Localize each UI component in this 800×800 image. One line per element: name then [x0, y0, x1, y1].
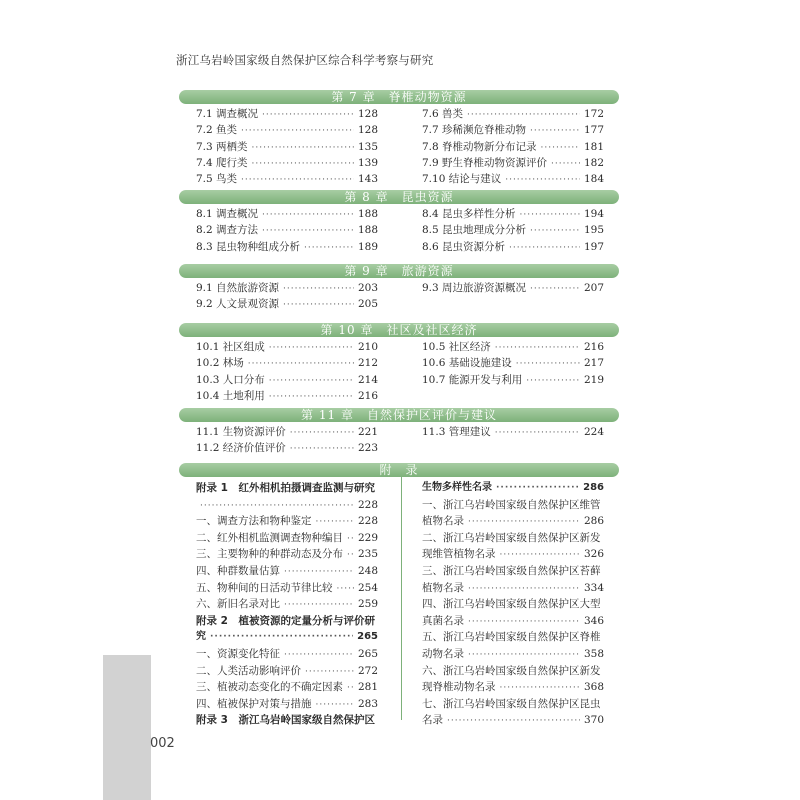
toc-entry[interactable] — [196, 440, 378, 456]
toc-entry-label: 7.4 爬行类 — [196, 156, 248, 169]
toc-leader-dots — [305, 664, 354, 680]
toc-entry[interactable] — [196, 663, 378, 679]
toc-entry-label: 9.2 人文景观资源 — [196, 298, 280, 311]
toc-entry-label: 动物名录 — [422, 648, 464, 660]
toc-leader-dots — [290, 425, 354, 441]
toc-entry-label: 11.2 经济价值评价 — [196, 442, 286, 455]
toc-entry[interactable] — [422, 280, 604, 296]
toc-entry[interactable] — [422, 646, 604, 662]
toc-entry-label: 8.4 昆虫多样性分析 — [422, 208, 516, 220]
toc-entry-page: 219 — [583, 373, 604, 386]
toc-entry[interactable] — [196, 424, 378, 440]
toc-entry[interactable] — [196, 580, 378, 596]
toc-entry-label: 六、新旧名录对比 — [196, 598, 280, 611]
toc-leader-dots — [252, 156, 354, 172]
toc-entry-text: 二、浙江乌岩岭国家级自然保护区新发 — [422, 531, 601, 544]
toc-entry[interactable] — [422, 613, 604, 629]
toc-leader-dots — [347, 680, 354, 696]
toc-entry-page: 128 — [357, 124, 378, 137]
toc-entry-label: 四、种群数量估算 — [196, 565, 280, 577]
toc-entry-text: 六、浙江乌岩岭国家级自然保护区新发 — [422, 664, 601, 677]
toc-leader-dots — [316, 514, 354, 530]
toc-leader-dots — [516, 356, 580, 372]
toc-entry-label: 10.7 能源开发与利用 — [422, 373, 523, 386]
toc-entry-label: 植物名录 — [422, 515, 464, 528]
toc-entry[interactable] — [196, 372, 378, 388]
toc-entry[interactable] — [196, 171, 378, 187]
toc-entry-page: 224 — [583, 426, 604, 438]
running-header: 浙江乌岩岭国家级自然保护区综合科学考察与研究 — [176, 53, 434, 67]
toc-entry-page: 370 — [583, 714, 604, 727]
toc-entry-label: 7.6 兽类 — [422, 108, 464, 120]
toc-leader-dots — [269, 389, 354, 405]
toc-entry-page: 128 — [357, 108, 378, 120]
toc-entry-label: 真菌名录 — [422, 614, 464, 627]
toc-entry[interactable] — [422, 580, 604, 596]
toc-entry[interactable] — [196, 646, 378, 662]
toc-leader-dots — [241, 123, 354, 139]
toc-entry-page: 286 — [583, 515, 604, 528]
toc-entry-page: 143 — [357, 173, 378, 186]
toc-entry-label: 五、物种间的日活动节律比较 — [196, 581, 333, 594]
toc-leader-dots — [283, 297, 354, 313]
toc-entry-label: 10.2 林场 — [196, 357, 244, 370]
toc-entry-page: 229 — [357, 531, 378, 544]
toc-leader-dots — [290, 441, 354, 457]
toc-entry-label: 四、植被保护对策与措施 — [196, 697, 312, 710]
toc-leader-dots — [241, 172, 354, 188]
toc-leader-dots — [283, 281, 354, 297]
toc-entry[interactable] — [196, 530, 378, 546]
toc-entry[interactable] — [422, 424, 604, 440]
toc-entry[interactable] — [422, 106, 604, 122]
toc-leader-dots — [468, 614, 580, 630]
toc-entry-page: 205 — [357, 298, 378, 311]
page-edge-tab — [103, 655, 151, 800]
toc-entry-label: 二、人类活动影响评价 — [196, 664, 301, 677]
column-divider — [401, 477, 402, 720]
toc-leader-dots — [284, 647, 354, 663]
toc-leader-dots — [530, 223, 580, 239]
toc-entry-label: 10.5 社区经济 — [422, 341, 491, 353]
toc-entry-label: 三、植被动态变化的不确定因素 — [196, 681, 343, 694]
toc-entry-page: 217 — [583, 357, 604, 370]
toc-leader-dots — [347, 547, 354, 563]
toc-entry-text: 一、浙江乌岩岭国家级自然保护区维管 — [422, 498, 601, 511]
toc-entry-label: 10.4 土地利用 — [196, 389, 265, 402]
toc-leader-dots — [468, 647, 580, 663]
toc-entry-label: 名录 — [422, 714, 443, 727]
toc-entry[interactable] — [422, 372, 604, 388]
toc-entry-page: 216 — [583, 341, 604, 353]
toc-leader-dots — [551, 156, 580, 172]
toc-leader-dots — [248, 356, 354, 372]
toc-entry[interactable] — [422, 239, 604, 255]
toc-entry[interactable] — [196, 222, 378, 238]
toc-entry[interactable] — [196, 122, 378, 138]
toc-leader-dots — [495, 425, 580, 441]
toc-entry[interactable] — [196, 388, 378, 404]
toc-entry-label: 7.3 两栖类 — [196, 140, 248, 153]
toc-entry-page: 286 — [583, 482, 604, 493]
toc-entry-page: 281 — [357, 681, 378, 694]
toc-entry-label: 11.1 生物资源评价 — [196, 426, 286, 438]
toc-entry-label: 9.3 周边旅游资源概况 — [422, 282, 527, 294]
toc-entry-page: 189 — [357, 240, 378, 253]
toc-entry-page: 223 — [357, 442, 378, 455]
toc-entry-label: 究 — [196, 631, 206, 643]
toc-leader-dots — [468, 581, 580, 597]
toc-entry[interactable] — [422, 122, 604, 138]
toc-leader-dots — [262, 207, 354, 223]
toc-entry[interactable] — [422, 480, 604, 496]
appendix-heading: 附录 1 红外相机拍摄调查监测与研究 — [196, 482, 375, 494]
toc-entry-label: 10.3 人口分布 — [196, 373, 265, 386]
toc-entry[interactable] — [422, 222, 604, 238]
chapter-heading-bar: 第 11 章 自然保护区评价与建议 — [179, 408, 619, 422]
toc-entry-label: 7.2 鱼类 — [196, 124, 238, 137]
toc-leader-dots — [347, 531, 354, 547]
toc-entry[interactable] — [422, 712, 604, 728]
toc-entry-label: 8.5 昆虫地理成分分析 — [422, 224, 527, 237]
toc-leader-dots — [447, 713, 580, 729]
toc-entry-page: 228 — [357, 515, 378, 528]
toc-entry-text: 七、浙江乌岩岭国家级自然保护区昆虫 — [422, 697, 601, 710]
toc-leader-dots — [520, 207, 580, 223]
toc-entry[interactable] — [422, 546, 604, 562]
toc-leader-dots — [468, 514, 580, 530]
toc-entry-page: 248 — [357, 565, 378, 577]
toc-entry-page: 334 — [583, 581, 604, 594]
toc-entry-text: 四、浙江乌岩岭国家级自然保护区大型 — [422, 598, 601, 611]
appendix-heading: 附录 3 浙江乌岩岭国家级自然保护区 — [196, 714, 375, 727]
toc-leader-dots — [467, 107, 580, 123]
toc-entry-page: 368 — [583, 681, 604, 694]
toc-entry[interactable] — [196, 513, 378, 529]
toc-entry[interactable] — [196, 106, 378, 122]
toc-leader-dots — [210, 629, 353, 645]
toc-leader-dots — [495, 340, 580, 356]
toc-leader-dots — [530, 123, 580, 139]
toc-entry[interactable] — [196, 280, 378, 296]
toc-entry-label: 生物多样性名录 — [422, 482, 492, 493]
toc-entry-page: 194 — [583, 208, 604, 220]
toc-entry-label: 一、调查方法和物种鉴定 — [196, 515, 312, 528]
toc-entry-label: 三、主要物种的种群动态及分布 — [196, 548, 343, 561]
toc-entry-page: 254 — [357, 581, 378, 594]
toc-entry-label: 二、红外相机监测调查物种编目 — [196, 531, 343, 544]
toc-entry[interactable] — [196, 339, 378, 355]
toc-entry-page: 235 — [357, 548, 378, 561]
toc-entry-page: 272 — [357, 664, 378, 677]
toc-entry[interactable] — [422, 206, 604, 222]
toc-leader-dots — [509, 240, 580, 256]
toc-entry-page: 172 — [583, 108, 604, 120]
toc-entry-page: 207 — [583, 282, 604, 294]
toc-entry[interactable] — [196, 563, 378, 579]
toc-leader-dots — [262, 107, 354, 123]
chapter-heading-bar: 第 7 章 脊椎动物资源 — [179, 90, 619, 104]
toc-entry[interactable] — [196, 296, 378, 312]
toc-leader-dots — [262, 223, 354, 239]
toc-entry-label: 7.10 结论与建议 — [422, 173, 502, 186]
toc-entry[interactable] — [422, 679, 604, 695]
toc-entry-page: 265 — [357, 631, 378, 643]
toc-entry-page: 139 — [357, 156, 378, 169]
toc-entry-page: 214 — [357, 373, 378, 386]
toc-entry[interactable] — [196, 497, 378, 513]
toc-entry-page: 195 — [583, 224, 604, 237]
toc-entry-label: 现维管植物名录 — [422, 548, 496, 561]
toc-entry-page: 221 — [357, 426, 378, 438]
toc-leader-dots — [526, 373, 580, 389]
toc-entry-page: 283 — [357, 697, 378, 710]
toc-entry-page: 182 — [583, 156, 604, 169]
toc-leader-dots — [284, 597, 354, 613]
toc-entry-label: 植物名录 — [422, 581, 464, 594]
toc-entry-label: 7.9 野生脊椎动物资源评价 — [422, 156, 548, 169]
toc-leader-dots — [500, 547, 580, 563]
toc-entry[interactable] — [196, 629, 378, 645]
toc-entry-label: 7.8 脊椎动物新分布记录 — [422, 140, 537, 153]
chapter-heading-bar: 第 8 章 昆虫资源 — [179, 190, 619, 204]
toc-entry-label: 10.6 基础设施建设 — [422, 357, 512, 370]
toc-leader-dots — [269, 340, 354, 356]
toc-entry-label: 现脊椎动物名录 — [422, 681, 496, 694]
toc-leader-dots — [316, 697, 354, 713]
page-number: 002 — [150, 736, 175, 751]
toc-entry[interactable] — [422, 513, 604, 529]
toc-entry[interactable] — [196, 355, 378, 371]
toc-entry-label: 9.1 自然旅游资源 — [196, 282, 280, 294]
toc-entry-page: 188 — [357, 224, 378, 237]
toc-leader-dots — [269, 373, 354, 389]
toc-entry-page: 346 — [583, 614, 604, 627]
toc-entry-page: 326 — [583, 548, 604, 561]
toc-entry-label: 7.7 珍稀濒危脊椎动物 — [422, 124, 527, 137]
toc-leader-dots — [541, 140, 580, 156]
toc-entry-page: 184 — [583, 173, 604, 186]
toc-entry-page: 228 — [357, 498, 378, 511]
toc-entry[interactable] — [196, 239, 378, 255]
toc-entry[interactable] — [196, 155, 378, 171]
toc-entry[interactable] — [422, 139, 604, 155]
toc-entry-page: 210 — [357, 341, 378, 353]
toc-entry-label: 8.3 昆虫物种组成分析 — [196, 240, 301, 253]
toc-entry-page: 203 — [357, 282, 378, 294]
toc-entry-text: 五、浙江乌岩岭国家级自然保护区脊椎 — [422, 631, 601, 644]
toc-entry[interactable] — [422, 171, 604, 187]
toc-entry-page: 216 — [357, 389, 378, 402]
toc-entry[interactable] — [422, 155, 604, 171]
toc-entry-page: 358 — [583, 648, 604, 660]
toc-entry-label: 10.1 社区组成 — [196, 341, 265, 353]
toc-leader-dots — [530, 281, 580, 297]
toc-leader-dots — [284, 564, 354, 580]
toc-entry-page: 212 — [357, 357, 378, 370]
toc-leader-dots — [337, 581, 354, 597]
toc-entry[interactable] — [196, 206, 378, 222]
toc-entry-page: 197 — [583, 240, 604, 253]
toc-entry[interactable] — [196, 596, 378, 612]
toc-entry-label: 8.6 昆虫资源分析 — [422, 240, 506, 253]
toc-entry-label: 11.3 管理建议 — [422, 426, 491, 438]
toc-leader-dots — [304, 240, 354, 256]
toc-entry-page: 265 — [357, 648, 378, 660]
toc-entry-label: 一、资源变化特征 — [196, 648, 280, 660]
toc-entry[interactable] — [196, 546, 378, 562]
appendix-heading: 附录 2 植被资源的定量分析与评价研 — [196, 614, 375, 627]
toc-entry-label: 7.5 鸟类 — [196, 173, 238, 186]
toc-entry[interactable] — [196, 679, 378, 695]
toc-entry[interactable] — [422, 339, 604, 355]
toc-leader-dots — [200, 498, 354, 514]
toc-entry-page: 135 — [357, 140, 378, 153]
chapter-heading-bar: 第 10 章 社区及社区经济 — [179, 323, 619, 337]
toc-entry-label: 8.1 调查概况 — [196, 208, 259, 220]
toc-entry[interactable] — [422, 355, 604, 371]
toc-leader-dots — [252, 140, 354, 156]
toc-leader-dots — [500, 680, 580, 696]
toc-leader-dots — [505, 172, 580, 188]
toc-entry-label: 7.1 调查概况 — [196, 108, 259, 120]
appendix-heading-bar: 附 录 — [179, 463, 619, 477]
toc-entry-text: 三、浙江乌岩岭国家级自然保护区苔藓 — [422, 565, 601, 577]
chapter-heading-bar: 第 9 章 旅游资源 — [179, 264, 619, 278]
toc-entry[interactable] — [196, 139, 378, 155]
toc-entry-label: 8.2 调查方法 — [196, 224, 259, 237]
toc-entry-page: 181 — [583, 140, 604, 153]
toc-entry-page: 188 — [357, 208, 378, 220]
toc-leader-dots — [496, 480, 579, 496]
toc-entry[interactable] — [196, 696, 378, 712]
toc-entry-page: 259 — [357, 598, 378, 611]
toc-entry-page: 177 — [583, 124, 604, 137]
